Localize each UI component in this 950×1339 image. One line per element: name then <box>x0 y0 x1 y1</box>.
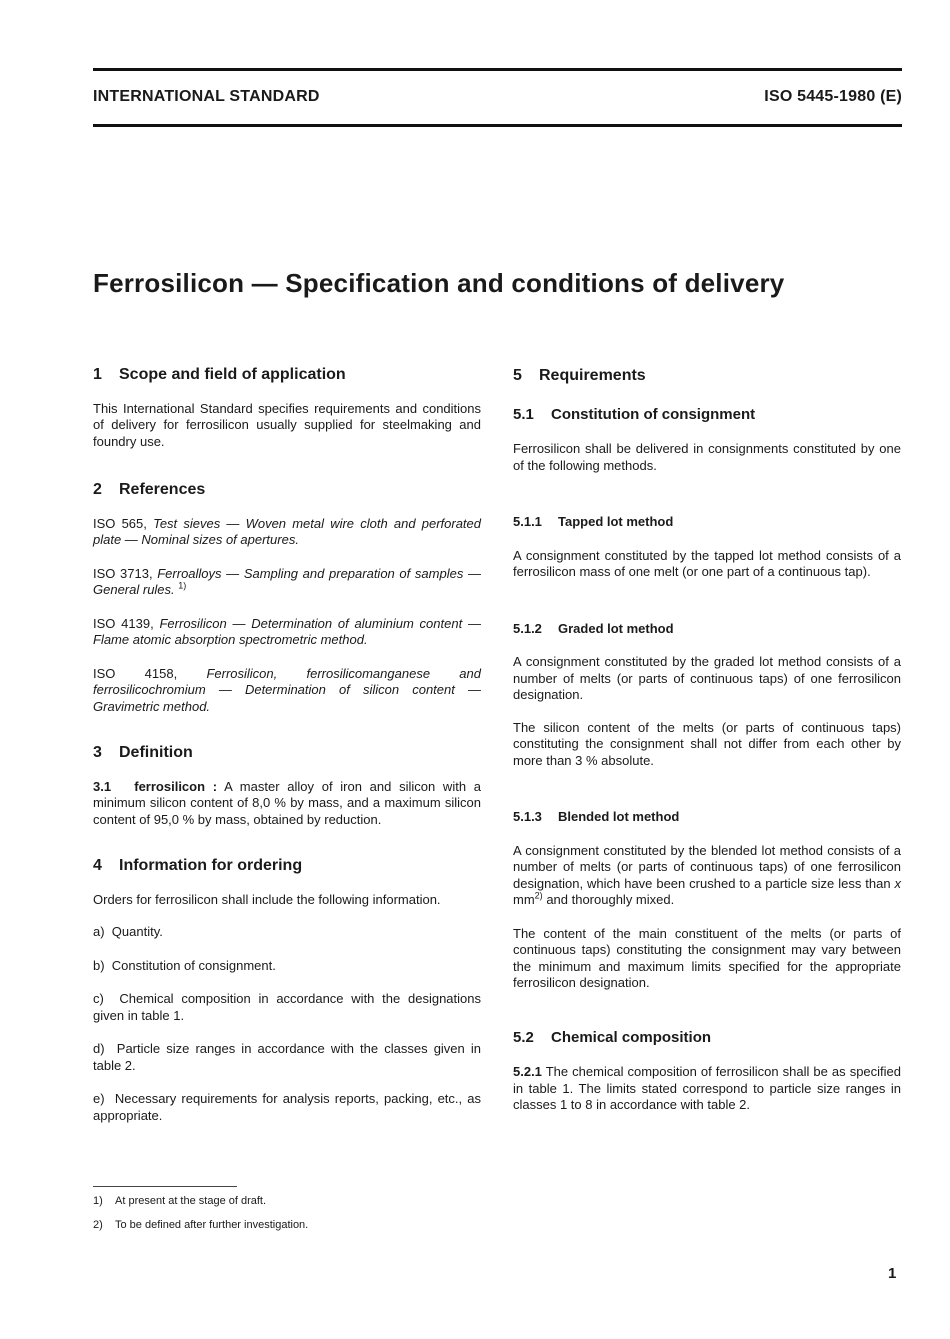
page-number: 1 <box>888 1265 897 1282</box>
definition-3-1: 3.1 ferrosilicon : A master alloy of iron and silicon with a minimum silicon content of 8,0 % by mass, and a maximum silicon content of 95,0 % by mass, obtained by reduction. <box>93 778 481 827</box>
document-title: Ferrosilicon — Specification and conditions of delivery <box>93 268 785 298</box>
reference-item: ISO 4158, Ferrosilicon, ferrosilicomanganese and ferrosilicochromium — Determination of silicon content — Gravimetric method. <box>93 665 481 714</box>
section-5-1-3-body: The content of the main constituent of the melts (or parts of continuous taps) constituting the consignment may vary between the minimum and maximum limits specified for the appropriate ferrosilicon designation. <box>513 925 901 990</box>
section-5-1-1-body: A consignment constituted by the tapped lot method consists of a ferrosilicon mass of one melt (or one part of a continuous tap). <box>513 547 901 579</box>
header-rule <box>93 124 902 127</box>
list-item: a) Quantity. <box>93 924 163 939</box>
section-4-intro: Orders for ferrosilicon shall include the following information. <box>93 891 441 907</box>
top-rule <box>93 68 902 71</box>
section-5-2-1-body: 5.2.1 The chemical composition of ferrosilicon shall be as specified in table 1. The limits stated correspond to particle size ranges in classes 1 to 8 in accordance with table 2. <box>513 1064 901 1112</box>
section-5-1-2-body: A consignment constituted by the graded lot method consists of a number of melts (or parts of continuous taps) of one ferrosilicon designation. <box>513 654 901 702</box>
list-item: d) Particle size ranges in accordance with the classes given in table 2. <box>93 1041 481 1073</box>
section-5-1-2-heading: 5.1.2 Graded lot method <box>513 620 674 636</box>
footnote: 1) At present at the stage of draft. <box>93 1195 267 1207</box>
list-item: e) Necessary requirements for analysis reports, packing, etc., as appropriate. <box>93 1091 481 1123</box>
list-item: c) Chemical composition in accordance with the designations given in table 1. <box>93 991 481 1023</box>
section-1-body: This International Standard specifies requirements and conditions of delivery for ferrosilicon usually supplied for steelmaking and foundry use. <box>93 400 481 449</box>
reference-item: ISO 3713, Ferroalloys — Sampling and preparation of samples — General rules. $^{1)}$ <box>93 565 481 597</box>
section-5-1-3-heading: 5.1.3 Blended lot method <box>513 809 680 824</box>
section-1-heading: 1 Scope and field of application <box>93 366 346 383</box>
section-4-heading: 4 Information for ordering <box>93 857 303 874</box>
footnote-rule <box>93 1186 237 1187</box>
section-5-1-3-body: A consignment constituted by the blended lot method consists of a number of melts (or parts of continuous taps) of one ferrosilicon designation, which have been crushed to a particle size less than x $mm^{2)}$ and thoroughly mixed. <box>513 842 901 907</box>
footnote-ref: 2) <box>534 890 543 901</box>
section-2-heading: 2 References <box>93 481 206 498</box>
footnote: 2) To be defined after further investigation. <box>93 1219 309 1231</box>
right-column <box>513 368 901 1114</box>
list-item: b) Constitution of consignment. <box>93 957 276 973</box>
section-5-2-heading: 5.2 Chemical composition <box>513 1028 712 1046</box>
header-standard-type: INTERNATIONAL STANDARD <box>93 88 320 105</box>
reference-item: ISO 4139, Ferrosilicon — Determination of aluminium content — Flame atomic absorption spectrometric method. <box>93 615 481 647</box>
section-5-1-heading: 5.1 Constitution of consignment <box>513 405 756 423</box>
section-3-heading: 3 Definition <box>93 744 193 761</box>
footnote-ref: 1) <box>178 580 187 591</box>
section-5-heading: 5 Requirements <box>513 367 646 384</box>
left-column <box>93 367 481 1124</box>
section-5-1-body: Ferrosilicon shall be delivered in consignments constituted by one of the following methods. <box>513 441 901 473</box>
reference-item: ISO 565, Test sieves — Woven metal wire cloth and perforated plate — Nominal sizes of apertures. <box>93 515 481 547</box>
section-5-1-2-body: The silicon content of the melts (or parts of continuous taps) constituting the consignment shall not differ from each other by more than 3 % absolute. <box>513 719 901 768</box>
header-iso-number: ISO 5445-1980 (E) <box>764 88 902 105</box>
section-5-1-1-heading: 5.1.1 Tapped lot method <box>513 514 674 529</box>
